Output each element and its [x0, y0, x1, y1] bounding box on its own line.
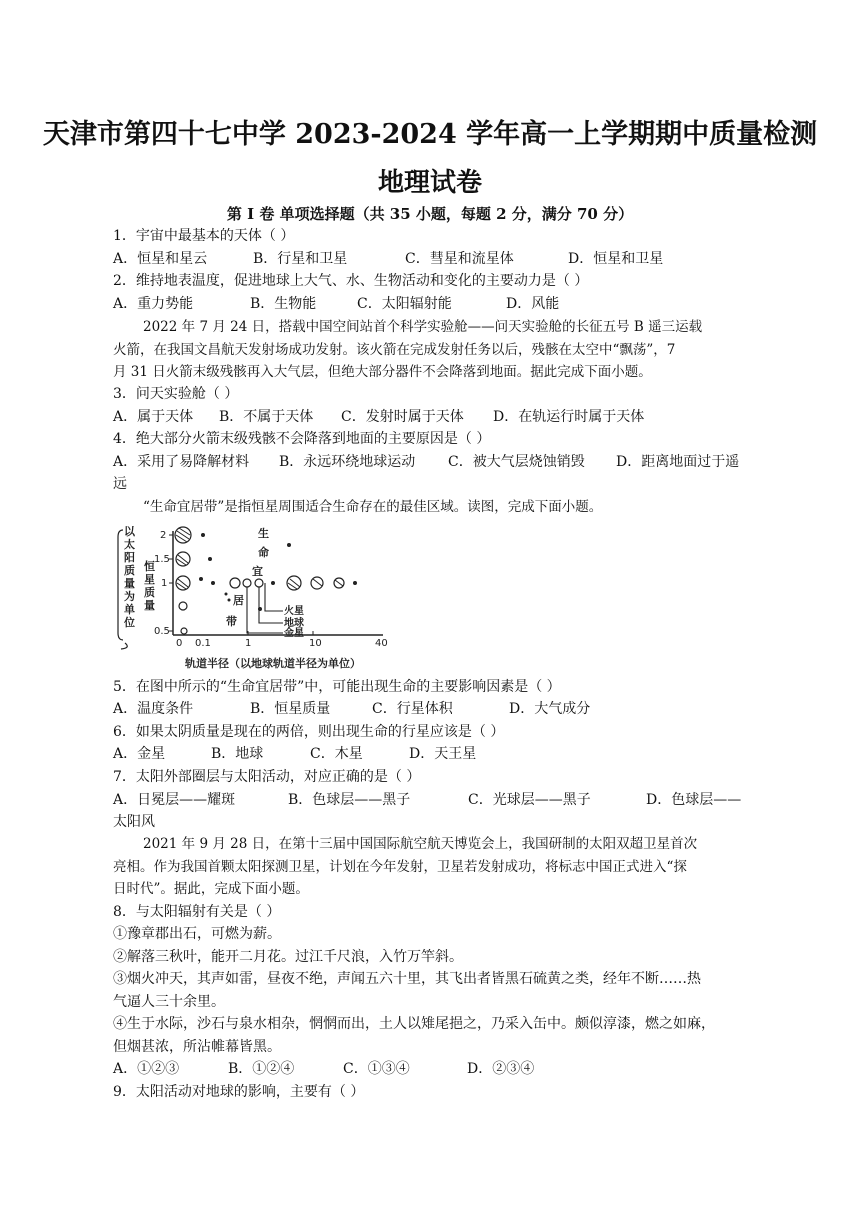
passage1-line2: 火箭，在我国文昌航天发射场成功发射。该火箭在完成发射任务以后，残骸在太空中“飘荡”，7: [113, 342, 676, 358]
y-label-char: 为: [124, 590, 135, 603]
q7-option-b: B．色球层——黑子: [288, 792, 411, 808]
x-tick: 40: [375, 638, 388, 649]
q4-option-b: B．永远环绕地球运动: [279, 454, 416, 470]
q8-item2: ②解落三秋叶，能开二月花。过江千尺浪，入竹万竿斜。: [113, 949, 463, 965]
exam-subtitle: 地理试卷: [377, 168, 482, 198]
q8-stem: 8．与太阳辐射有关是（ ）: [113, 904, 281, 920]
y-label-char: 位: [124, 616, 135, 629]
q2-option-b: B．生物能: [250, 296, 317, 312]
y-tick: 1.5: [154, 554, 170, 565]
y-title-char: 恒: [144, 560, 155, 573]
y-label-char: 阳: [124, 551, 135, 564]
q2-stem: 2．维持地表温度，促进地球上大气、水、生物活动和变化的主要动力是（ ）: [113, 273, 589, 289]
y-title-char: 星: [144, 573, 155, 586]
zone-char: 宜: [252, 565, 263, 578]
q1-option-c: C．彗星和流星体: [405, 251, 514, 267]
x-tick: 1: [245, 638, 252, 649]
y-label-char: 以: [124, 525, 135, 538]
q8-option-d: D．②③④: [467, 1061, 535, 1077]
zone-char: 命: [258, 546, 269, 559]
x-tick: 10: [309, 638, 322, 649]
y-tick: 2: [160, 530, 167, 541]
x-axis-label: 轨道半径（以地球轨道半径为单位）: [185, 657, 361, 670]
passage1-line1: 2022 年 7 月 24 日，搭载中国空间站首个科学实验舱——问天实验舱的长征五号 B 遥三运载: [143, 319, 703, 335]
q3-option-c: C．发射时属于天体: [341, 409, 464, 425]
planet-label-mars: 火星: [284, 606, 304, 617]
q3-option-a: A．属于天体: [113, 409, 194, 425]
q5-stem: 5．在图中所示的“生命宜居带”中，可能出现生命的主要影响因素是（ ）: [113, 679, 561, 695]
y-title-char: 量: [144, 599, 155, 612]
passage3-line2: 亮相。作为我国首颗太阳探测卫星，计划在今年发射，卫星若发射成功，将标志中国正式进入“探: [113, 859, 687, 875]
y-title-char: 质: [144, 586, 155, 599]
q5-option-c: C．行星体积: [372, 701, 453, 717]
planet-dot: [353, 581, 357, 585]
q4-option-a: A．采用了易降解材料: [113, 454, 250, 470]
q2-option-d: D．风能: [506, 296, 560, 312]
q8-item4-line2: 但烟甚浓，所沾帷幕皆黑。: [113, 1039, 281, 1055]
q7-option-d: D．色球层——: [646, 792, 742, 808]
q5-options: [113, 699, 590, 719]
q6-stem: 6．如果太阴质量是现在的两倍，则出现生命的行星应该是（ ）: [113, 724, 505, 740]
q6-option-b: B．地球: [211, 746, 264, 762]
q3-stem: 3．问天实验舱（ ）: [113, 386, 239, 402]
habitable-zone-figure: [113, 523, 403, 673]
q8-item4-line1: ④生于水际，沙石与泉水相杂，惘惘而出，土人以雉尾挹之，乃采入缶中。颇似淳漆，燃之如麻，: [113, 1016, 715, 1032]
exam-title: 天津市第四十七中学 2023-2024 学年高一上学期期中质量检测: [42, 119, 818, 150]
planet-dot: [228, 599, 231, 602]
earth-mark: [255, 579, 263, 587]
q7-options: [113, 790, 741, 810]
planet-dot: [208, 557, 212, 561]
passage3-line1: 2021 年 9 月 28 日，在第十三届中国国际航空航天博览会上，我国研制的太阳双超卫星首次: [143, 836, 698, 852]
planet-label-venus: 金星: [284, 628, 304, 639]
planet-label-earth: 地球: [284, 618, 304, 629]
q7-option-c: C．光球层——黑子: [468, 792, 591, 808]
planet-dot: [211, 581, 215, 585]
q8-option-b: B．①②④: [228, 1061, 295, 1077]
q4-options: [113, 452, 739, 472]
q9-stem: 9．太阳活动对地球的影响，主要有（ ）: [113, 1084, 365, 1100]
planet-dot: [287, 543, 291, 547]
q6-option-c: C．木星: [310, 746, 363, 762]
q6-option-d: D．天王星: [409, 746, 477, 762]
q4-option-d: D．距离地面过于遥: [616, 454, 740, 470]
planet-dot: [225, 593, 228, 596]
q5-option-b: B．恒星质量: [250, 701, 331, 717]
q8-options: [113, 1059, 534, 1079]
q8-option-c: C．①③④: [343, 1061, 410, 1077]
passage1-line3: 月 31 日火箭末级残骸再入大气层，但绝大部分器件不会降落到地面。据此完成下面小题。: [113, 364, 652, 380]
q8-option-a: A．①②③: [113, 1061, 180, 1077]
y-tick: 1: [161, 578, 168, 589]
q3-option-d: D．在轨运行时属于天体: [493, 409, 645, 425]
q1-option-a: A．恒星和星云: [113, 251, 208, 267]
q3-options: [113, 407, 644, 427]
passage3-line3: 日时代”。据此，完成下面小题。: [113, 881, 309, 897]
x-tick: 0: [176, 638, 183, 649]
planet-mark: [287, 576, 301, 590]
q7-option-d-wrap: 太阳风: [113, 814, 155, 830]
q1-option-d: D．恒星和卫星: [568, 251, 664, 267]
planet-mark: [230, 578, 240, 588]
y-tick: 0.5: [154, 626, 170, 637]
passage2-text: “生命宜居带”是指恒星周围适合生命存在的最佳区域。读图，完成下面小题。: [143, 499, 603, 515]
zone-char: 居: [233, 594, 244, 607]
q4-stem: 4．绝大部分火箭末级残骸不会降落到地面的主要原因是（ ）: [113, 431, 491, 447]
q5-option-a: A．温度条件: [113, 701, 194, 717]
mars-leader: [265, 583, 283, 611]
y-label-char: 太: [124, 538, 135, 551]
planet-mark: [311, 577, 323, 589]
planet-dot: [271, 581, 275, 585]
q4-option-c: C．被大气层烧蚀销毁: [448, 454, 585, 470]
section-heading: 第 I 卷 单项选择题（共 35 小题，每题 2 分，满分 70 分）: [226, 205, 634, 223]
y-label-char: 量: [124, 577, 135, 590]
earth-leader: [259, 587, 283, 623]
zone-char: 带: [226, 615, 237, 628]
x-tick: 0.1: [195, 638, 211, 649]
q1-stem: 1．宇宙中最基本的天体（ ）: [113, 228, 295, 244]
planet-mark: [179, 602, 187, 610]
q4-option-d-wrap: 远: [113, 476, 127, 492]
q2-option-a: A．重力势能: [113, 296, 194, 312]
q8-item3-line1: ③烟火冲天，其声如雷，昼夜不绝，声闻五六十里，其飞出者皆黑石硫黄之类，经年不断……热: [113, 971, 701, 987]
zone-char: 生: [258, 527, 269, 540]
q7-option-a: A．日冕层——耀斑: [113, 792, 236, 808]
q6-options: [113, 744, 476, 764]
q2-options: [113, 294, 559, 314]
q5-option-d: D．大气成分: [509, 701, 591, 717]
q3-option-b: B．不属于天体: [219, 409, 314, 425]
q2-option-c: C．太阳辐射能: [357, 296, 452, 312]
y-label-char: 质: [124, 564, 135, 577]
planet-mark: [181, 628, 187, 634]
q1-option-b: B．行星和卫星: [253, 251, 348, 267]
venus-mark: [243, 579, 251, 587]
q7-stem: 7．太阳外部圈层与太阳活动，对应正确的是（ ）: [113, 769, 421, 785]
q1-options: [113, 249, 663, 269]
y-label-char: 单: [124, 603, 135, 616]
q8-item1: ①豫章郡出石，可燃为薪。: [113, 926, 281, 942]
q6-option-a: A．金星: [113, 746, 166, 762]
planet-dot: [199, 577, 203, 581]
q8-item3-line2: 气逼人三十余里。: [113, 994, 225, 1010]
planet-dot: [201, 533, 205, 537]
